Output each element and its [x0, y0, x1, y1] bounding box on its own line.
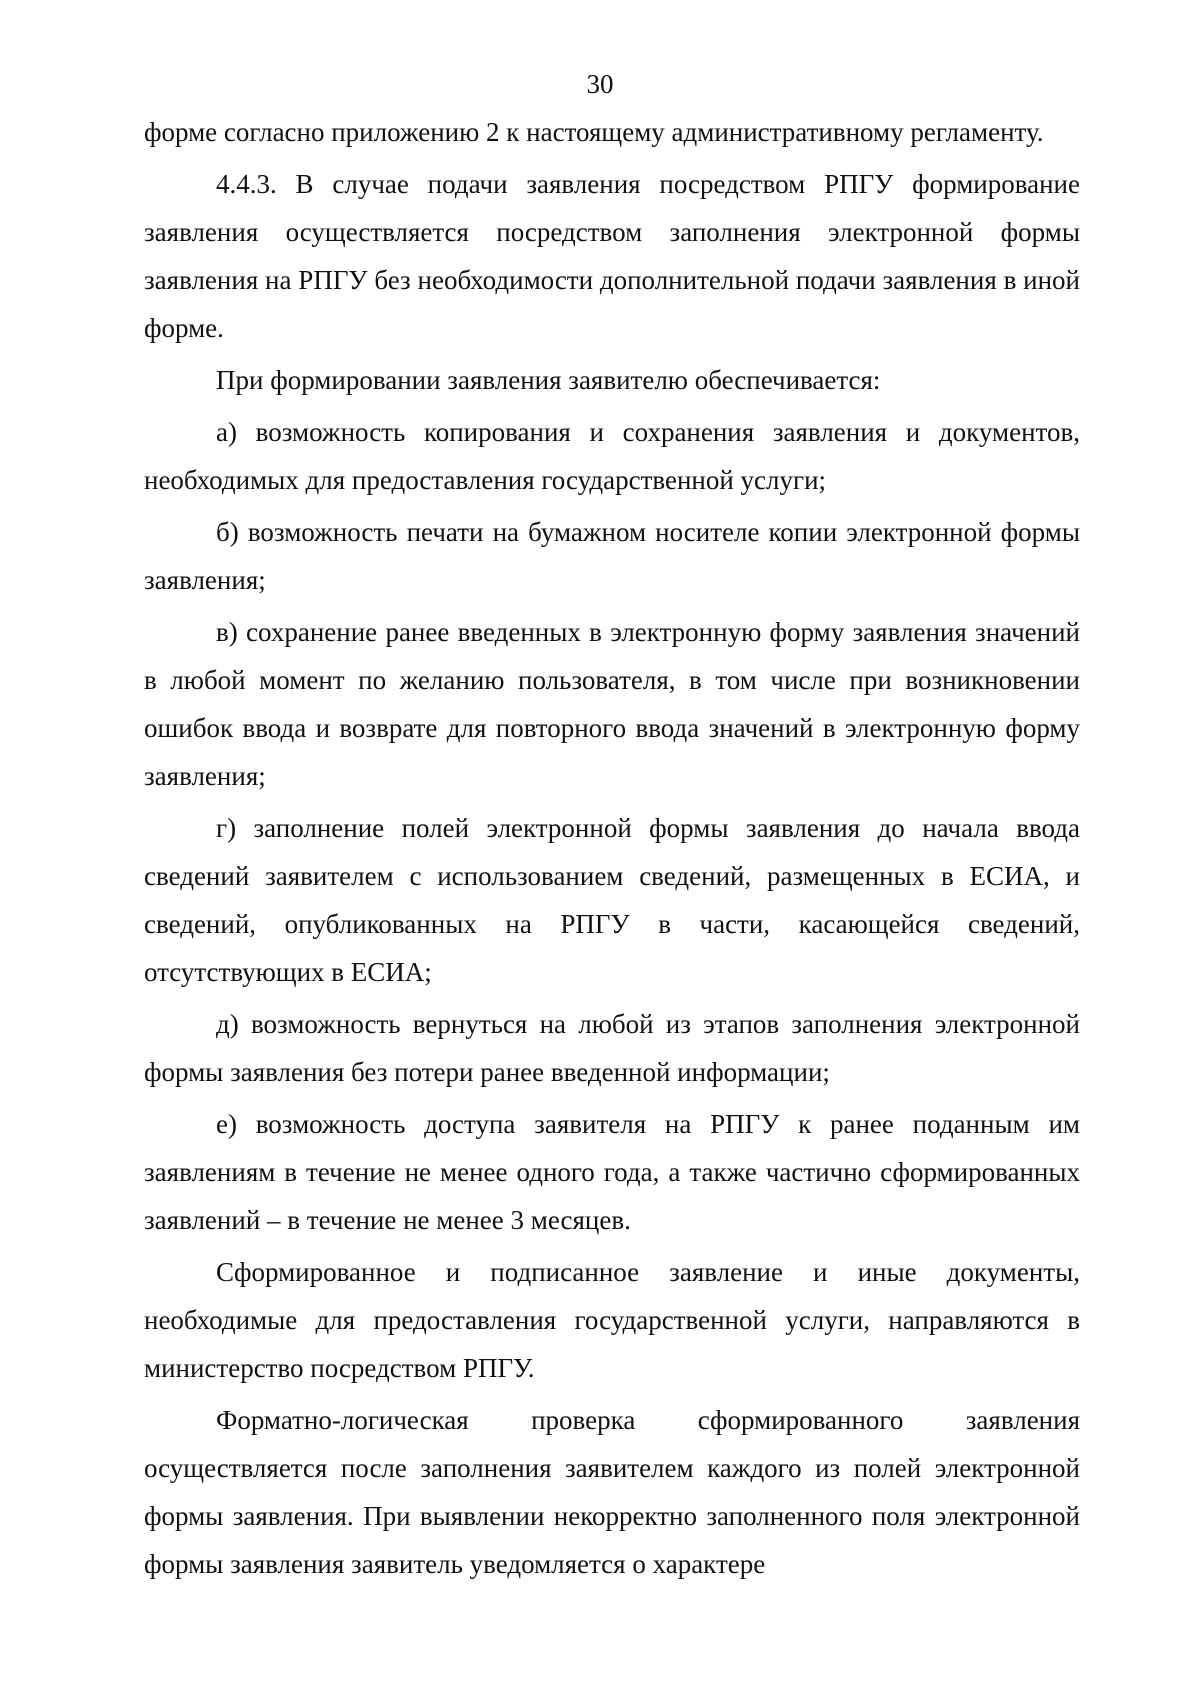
paragraph-provisions-intro: При формировании заявления заявителю обеспечивается: — [216, 365, 881, 395]
list-item-b: б) возможность печати на бумажном носителе копии электронной формы заявления; — [144, 517, 1080, 595]
page-number: 30 — [586, 69, 614, 99]
list-item-v: в) сохранение ранее введенных в электронную форму заявления значений в любой момент по желанию пользователя, в том числе при возникновении ошибок ввода и возврате для повторного ввода значений в электронную форму заявления; — [144, 617, 1080, 791]
list-item-a: а) возможность копирования и сохранения заявления и документов, необходимых для предоставления государственной услуги; — [144, 417, 1080, 495]
paragraph-continuation: форме согласно приложению 2 к настоящему административному регламенту. — [144, 117, 1044, 147]
list-item-e: е) возможность доступа заявителя на РПГУ к ранее поданным им заявлениям в течение не менее одного года, а также частично сформированных заявлений – в течение не менее 3 месяцев. — [144, 1109, 1080, 1235]
list-item-d: д) возможность вернуться на любой из этапов заполнения электронной формы заявления без потери ранее введенной информации; — [144, 1009, 1080, 1087]
paragraph-submission: Сформированное и подписанное заявление и иные документы, необходимые для предоставления государственной услуги, направляются в министерство посредством РПГУ. — [144, 1257, 1080, 1383]
paragraph-validation: Форматно-логическая проверка сформированного заявления осуществляется после заполнения заявителем каждого из полей электронной формы заявления. При выявлении некорректно заполненного поля электронной формы заявления заявитель уведомляется о характере — [144, 1405, 1080, 1579]
paragraph-clause-4-4-3: 4.4.3. В случае подачи заявления посредством РПГУ формирование заявления осуществляется посредством заполнения электронной формы заявления на РПГУ без необходимости дополнительной подачи заявления в иной форме. — [144, 169, 1080, 343]
list-item-g: г) заполнение полей электронной формы заявления до начала ввода сведений заявителем с использованием сведений, размещенных в ЕСИА, и сведений, опубликованных на РПГУ в части, касающейся сведений, отсутствующих в ЕСИА; — [144, 813, 1080, 987]
document-body — [144, 108, 1080, 1588]
